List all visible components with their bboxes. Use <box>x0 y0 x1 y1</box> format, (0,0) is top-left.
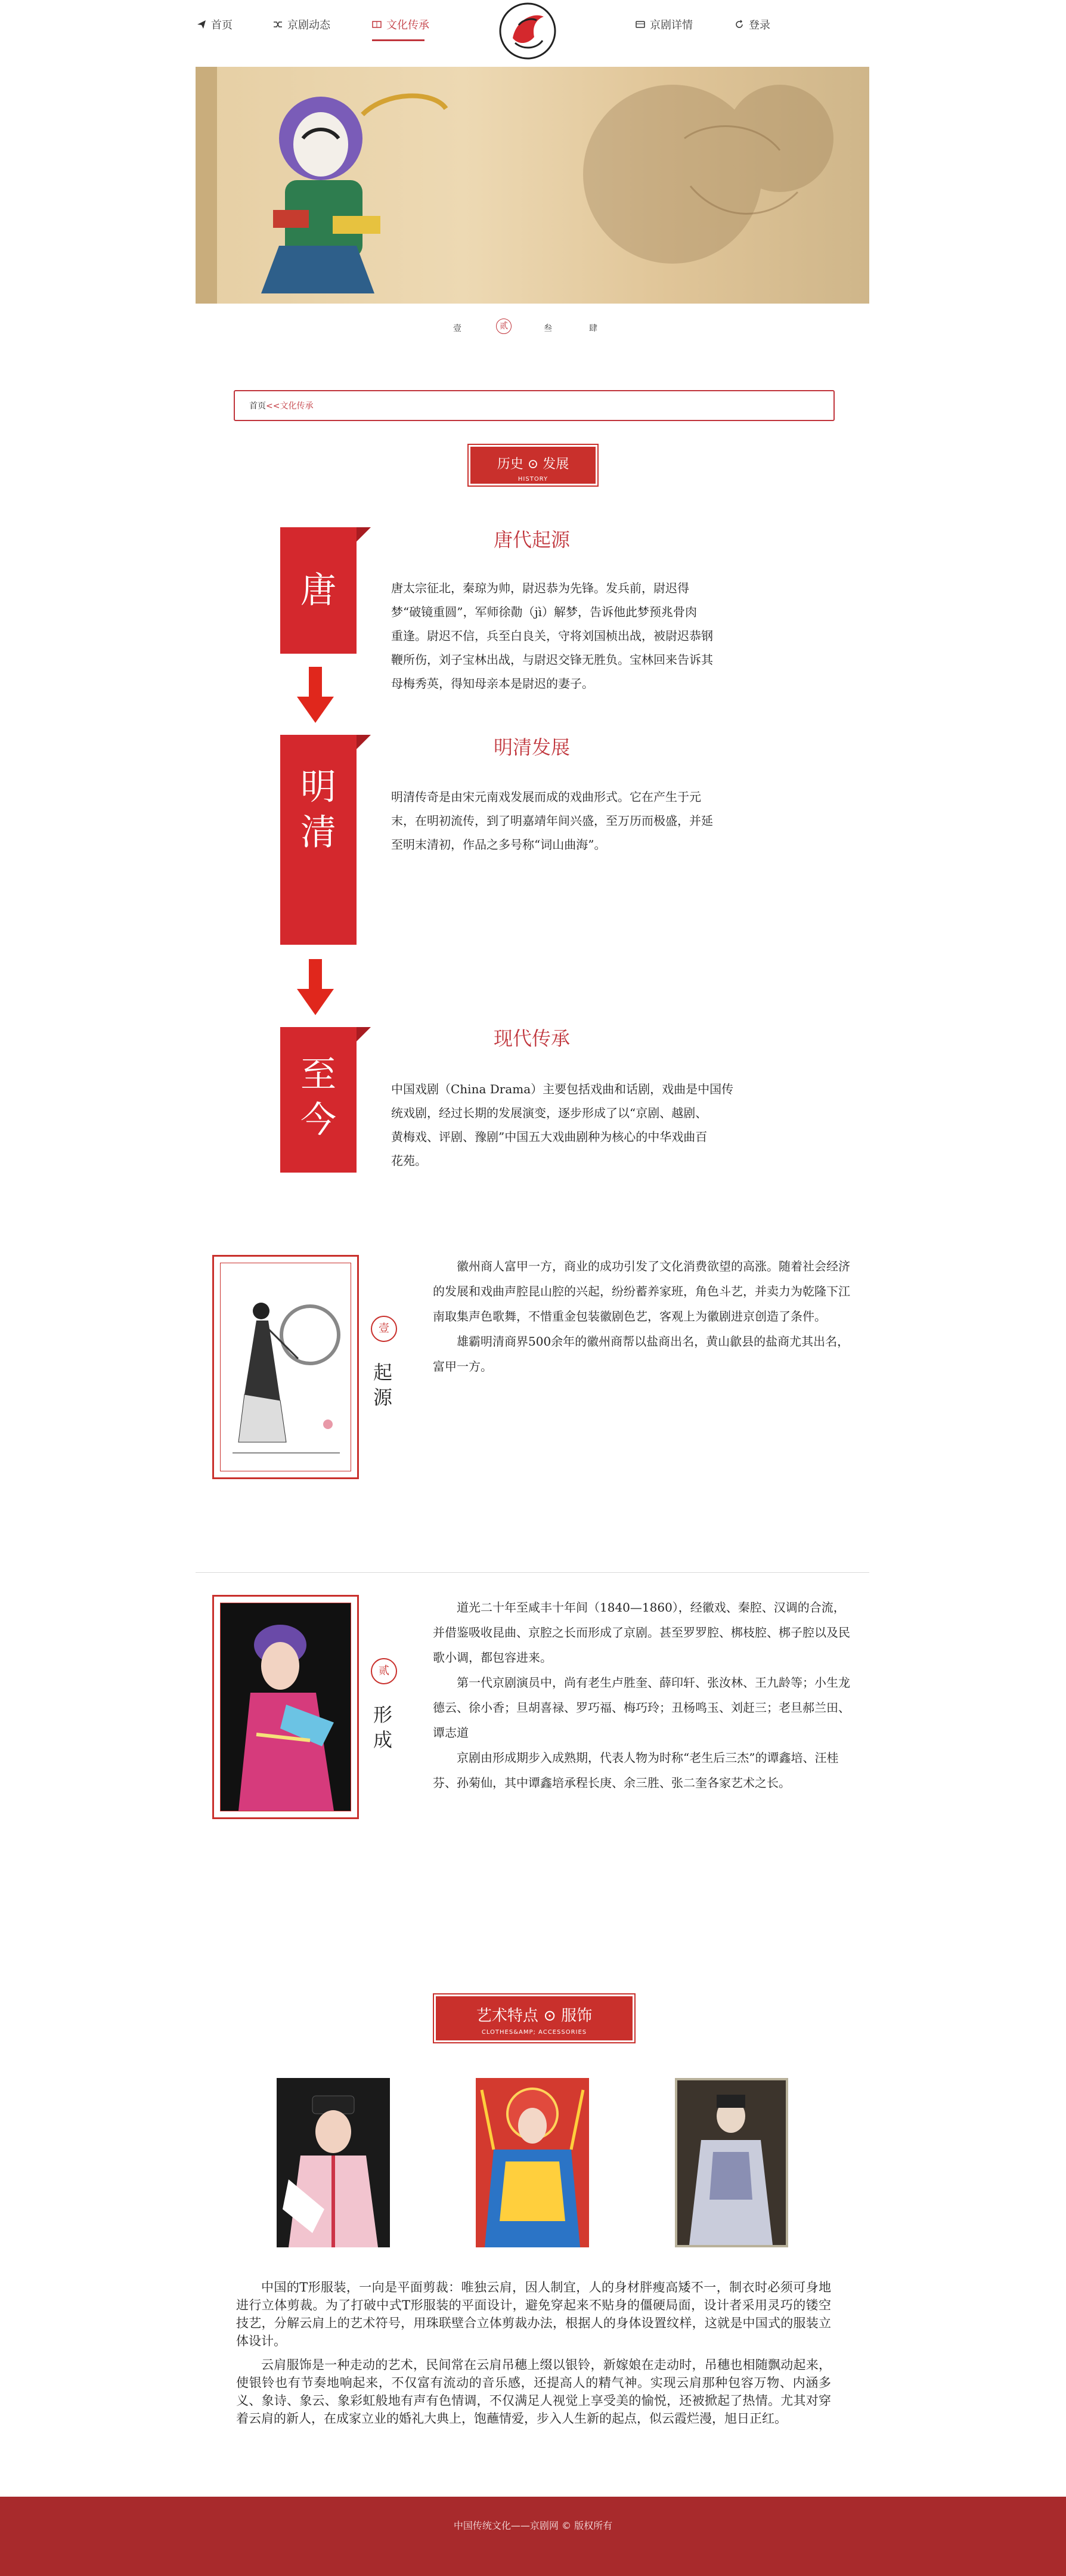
era-description: 唐太宗征北，秦琼为帅，尉迟恭为先锋。发兵前，尉迟得 梦“破镜重圆”，军师徐勣（jì）解梦，告诉他此梦预兆骨肉 重逢。尉迟不信，兵至白良关，守将刘国桢出战，被尉迟恭钢 鞭所伤，刘子宝林出战，与尉迟交锋无胜负。宝林回来告诉其 母梅秀英，得知母亲本是尉迟的妻子。 <box>391 581 713 691</box>
nav-home[interactable] <box>197 17 233 32</box>
banner-illustration <box>196 67 869 304</box>
history-badge-sub: HISTORY <box>517 476 549 483</box>
carousel-indicators <box>0 322 1066 340</box>
era-label: 明清 <box>300 766 336 853</box>
nav-detail[interactable] <box>636 17 693 32</box>
nav-home-label: 首页 <box>211 19 233 32</box>
opera-mask-logo <box>492 1 563 61</box>
nav-active-underline <box>372 39 424 41</box>
era-label: 唐 <box>300 570 336 611</box>
section-divider <box>196 1572 869 1573</box>
history-section-badge <box>469 445 597 485</box>
nav-culture[interactable] <box>372 17 429 32</box>
site-logo[interactable] <box>492 1 563 61</box>
costume-photo-2 <box>476 2078 589 2247</box>
era-title: 现代传承 <box>494 1027 571 1050</box>
carousel-dot-2-active[interactable]: 贰 <box>496 318 512 334</box>
origin-label: 起源 <box>373 1361 392 1409</box>
history-badge-left: 历史 <box>497 457 523 472</box>
era-label: 至今 <box>300 1054 336 1141</box>
art-section-badge <box>434 1994 634 2042</box>
book-icon <box>372 20 382 29</box>
costume-description: 中国的T形服装，一向是平面剪裁：唯独云肩，因人制宜，人的身材胖瘦高矮不一，制衣时必须可身地进行立体剪裁。为了打破中式T形服装的平面设计，避免穿起来不贴身的僵硬局面，设计者采用灵巧的镂空技艺，分解云肩上的艺术符号，用珠联壁合立体剪裁办法，根据人的身体设置纹样，这就是中国式的服装立体设计。 云肩服饰是一种走动的艺术，民间常在云肩吊穗上缀以银铃，新嫁娘在走动时，吊穗也相随飘动起来，使银铃也有节奏地响起来，不仅富有流动的音乐感，还提高人的精气神。实现云肩那种包容万物、内涵多义、象诗、象云、象彩虹般地有声有色情调，不仅满足人视觉上享受美的愉悦，还被掀起了热情。尤其对穿着云肩的新人，在成家立业的婚礼大典上，饱蘸情爱，步入人生新的起点，似云霞烂漫，旭日正红。 <box>236 2280 831 2426</box>
art-badge-sub: CLOTHES&AMP; ACCESSORIES <box>481 2029 587 2036</box>
footer-copyright: 中国传统文化——京剧网 © 版权所有 <box>453 2520 613 2531</box>
era-title: 明清发展 <box>494 736 571 759</box>
hero-banner[interactable] <box>196 67 869 304</box>
breadcrumb-separator: << <box>266 401 280 411</box>
carousel-dot-1[interactable]: 壹 <box>453 324 461 333</box>
carousel-dot-3[interactable]: 叁 <box>544 324 552 333</box>
era-block-mingqing <box>280 735 357 945</box>
opera-actress-image <box>221 1603 351 1811</box>
formation-seal: 贰 <box>371 1658 397 1684</box>
costume-photo-3 <box>675 2078 788 2247</box>
breadcrumb <box>234 390 835 421</box>
badge-seal-icon: ⊙ <box>543 2007 556 2025</box>
era-fold <box>357 1027 371 1041</box>
formation-photo <box>220 1603 351 1811</box>
era-title: 唐代起源 <box>494 528 571 551</box>
nav-news-label: 京剧动态 <box>287 19 330 32</box>
carousel-dot-4[interactable]: 肆 <box>589 324 597 333</box>
down-arrow-icon <box>295 959 336 1016</box>
formation-text: 道光二十年至咸丰十年间（1840—1860），经徽戏、秦腔、汉调的合流，并借鉴吸收昆曲、京腔之长而形成了京剧。甚至罗罗腔、梆枝腔、梆子腔以及民歌小调，都包容进来。 第一代京剧演员中，尚有老生卢胜奎、薛印轩、张汝林、王九龄等；小生龙德云、徐小香；旦胡喜禄、罗巧福、梅巧玲；丑杨鸣玉、刘赶三；老旦郝兰田、谭志道 京剧由形成期步入成熟期，代表人物为时称“老生后三杰”的谭鑫培、汪桂芬、孙菊仙，其中谭鑫培承程长庚、余三胜、张二奎各家艺术之长。 <box>433 1600 850 1790</box>
nav-culture-label: 文化传承 <box>386 19 429 32</box>
xiaosheng-costume-image <box>277 2078 390 2247</box>
nav-login[interactable] <box>735 17 770 32</box>
breadcrumb-home[interactable]: 首页 <box>249 401 266 411</box>
breadcrumb-current: 文化传承 <box>280 401 314 411</box>
costume-photo-1 <box>277 2078 390 2247</box>
era-description: 中国戏剧（China Drama）主要包括戏曲和话剧，戏曲是中国传 统戏剧，经过长期的发展演变，逐步形成了以“京剧、越剧、 黄梅戏、评剧、豫剧”中国五大戏曲剧种为核心的中华戏曲百 花苑。 <box>391 1082 734 1168</box>
badge-seal-icon: ⊙ <box>527 457 539 472</box>
history-badge-right: 发展 <box>543 457 569 472</box>
nav-login-label: 登录 <box>749 19 770 32</box>
origin-photo-frame <box>212 1255 359 1479</box>
shuffle-icon <box>273 20 283 29</box>
send-icon <box>197 20 206 29</box>
armored-warrior-costume-image <box>476 2078 589 2247</box>
formation-label: 形成 <box>373 1703 392 1751</box>
top-nav <box>0 0 1066 60</box>
card-icon <box>636 20 645 29</box>
down-arrow-icon <box>295 667 336 724</box>
era-fold <box>357 735 371 749</box>
era-block-modern <box>280 1027 357 1173</box>
origin-text: 徽州商人富甲一方，商业的成功引发了文化消费欲望的高涨。随着社会经济的发展和戏曲声腔昆山腔的兴起，纷纷蓄养家班，角色斗艺，并卖力为乾隆下江南取集声色歌舞，不惜重金包装徽剧色艺，客观上为徽剧进京创造了条件。 雄霸明清商界500余年的徽州商帮以盐商出名，黄山歙县的盐商尤其出名，富甲一方。 <box>433 1259 850 1374</box>
general-costume-image <box>677 2080 786 2245</box>
art-badge-left: 艺术特点 <box>476 2007 538 2025</box>
art-badge-right: 服饰 <box>561 2007 593 2025</box>
refresh-icon <box>735 20 744 29</box>
formation-photo-frame <box>212 1595 359 1819</box>
era-block-tang <box>280 527 357 654</box>
nav-detail-label: 京剧详情 <box>650 19 693 32</box>
opera-performer-ink-image <box>221 1263 351 1471</box>
era-fold <box>357 527 371 542</box>
origin-photo <box>220 1263 351 1471</box>
era-description: 明清传奇是由宋元南戏发展而成的戏曲形式。它在产生于元 末，在明初流传，到了明嘉靖年间兴盛，至万历而极盛，并延 至明末清初，作品之多号称“词山曲海”。 <box>391 790 713 852</box>
footer <box>0 2497 1066 2576</box>
origin-seal: 壹 <box>371 1316 397 1342</box>
nav-news[interactable] <box>273 17 330 32</box>
